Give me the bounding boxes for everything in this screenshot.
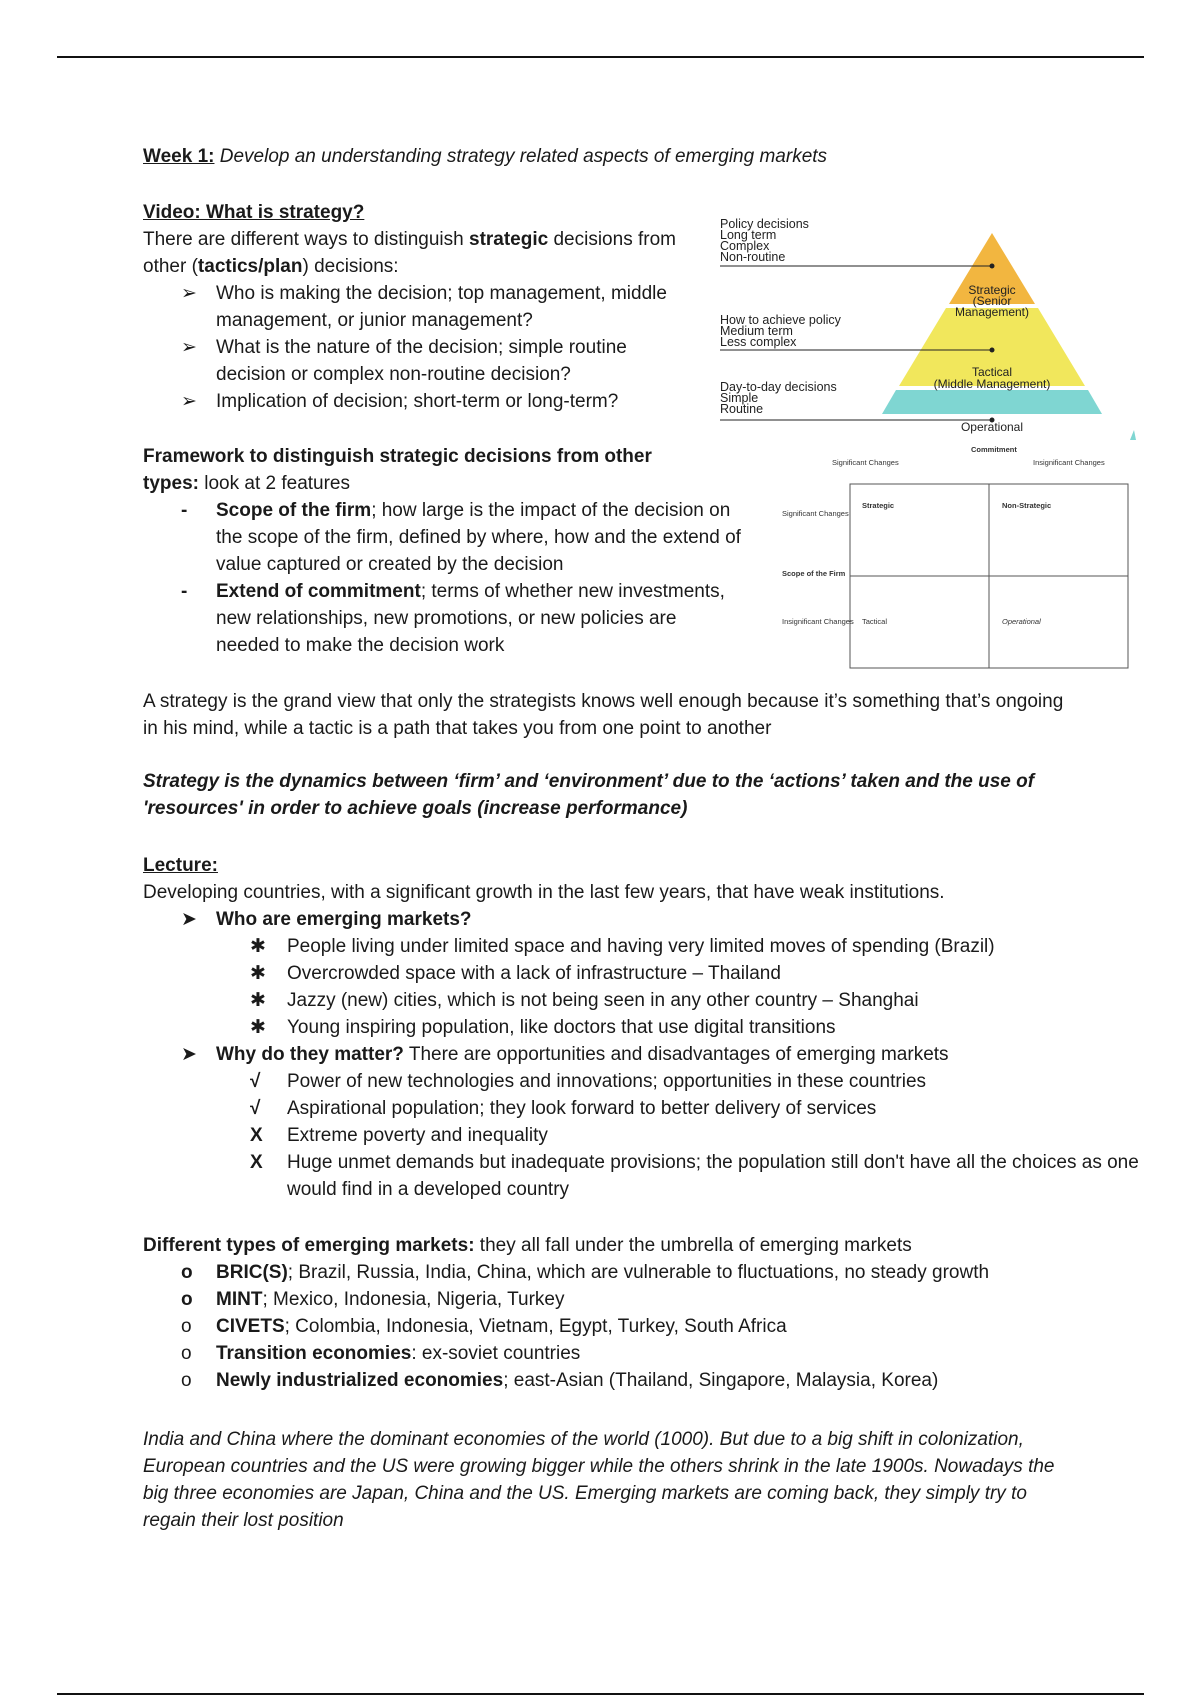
circle-bullet-icon: o [181,1370,192,1391]
list-item: √ Aspirational population; they look forward to better delivery of services [143,1095,1187,1122]
lecture-section [143,852,1143,1203]
history-paragraph: India and China where the dominant economies of the world (1000). But due to a big shift in colonization, European countries and the US were growing bigger while the others shrink in the late 1900s. Nowadays the big three economies are Japan, China and the US. Emerging markets are coming back, they simply try to regain their lost position [143,1429,1055,1531]
week-label: Week 1: [143,146,215,167]
pyramid-level-label: Management) [954,305,1030,319]
matrix-top-title: Commitment [971,445,1017,454]
list-item: o CIVETS; Colombia, Indonesia, Vietnam, Egypt, Turkey, South Africa [143,1313,1143,1340]
list-item: ➤ Why do they matter? There are opportunities and disadvantages of emerging markets [143,1041,1143,1068]
bottom-rule [57,1693,1144,1695]
pyramid-left-label: Simple [720,391,759,405]
list-item: o MINT; Mexico, Indonesia, Nigeria, Turkey [143,1286,1143,1313]
arrow-bullet-icon: ➢ [181,391,197,412]
matrix-cell: Tactical [862,617,888,626]
pyramid-left-label: Day-to-day decisions [720,380,837,394]
matrix-cell: Strategic [862,501,895,510]
pyramid-left-label: Long term [720,228,777,242]
list-item: ➢ Implication of decision; short-term or long-term? [143,388,683,415]
lecture-heading: Lecture: [143,855,218,876]
pyramid-level-label: (Middle Management) [933,377,1051,391]
market-types-section [143,1232,1143,1394]
market-types-heading: Different types of emerging markets: they all fall under the umbrella of emerging markets [143,1235,912,1256]
strategy-paragraph: A strategy is the grand view that only the strategists knows well enough because it’s something that’s ongoing in his mind, while a tactic is a path that takes you from one point to another [143,691,1064,739]
lecture-intro: Developing countries, with a significant growth in the last few years, that have weak institutions. [143,882,945,903]
matrix-col-header: Insignificant Changes [1033,458,1105,467]
video-section [143,199,683,415]
list-item: ✱ Jazzy (new) cities, which is not being seen in any other country – Shanghai [143,987,1143,1014]
strategy-definition: Strategy is the dynamics between ‘firm’ and ‘environment’ due to the ‘actions’ taken and the use of 'resources' in order to achieve goals (increase performance) [143,771,1035,819]
pyramid-level-label: Strategic [968,283,1016,297]
arrow-bullet-icon: ➢ [181,283,197,304]
list-item: ✱ Young inspiring population, like doctors that use digital transitions [143,1014,1143,1041]
check-mark-icon: √ [250,1071,261,1092]
matrix-cell: Operational [1002,617,1041,626]
matrix-row-header: Insignificant Changes [782,617,854,626]
circle-bullet-icon: o [181,1289,193,1310]
list-item: X Extreme poverty and inequality [143,1122,1187,1149]
list-item: o BRIC(S); Brazil, Russia, India, China, which are vulnerable to fluctuations, no steady growth [143,1259,1143,1286]
matrix-row-header: Significant Changes [782,509,849,518]
pyramid-level-label: (Senior [972,294,1012,308]
matrix-col-header: Significant Changes [832,458,899,467]
circle-bullet-icon: o [181,1316,192,1337]
check-mark-icon: √ [250,1098,261,1119]
matrix-cell: Non-Strategic [1002,501,1052,510]
pyramid-level-label: Tactical [971,365,1013,379]
list-item: o Transition economies: ex-soviet countries [143,1340,1143,1367]
week-heading [143,143,827,170]
video-intro: There are different ways to distinguish strategic decisions from other (tactics/plan) decisions: [143,229,676,277]
decision-pyramid-diagram [716,208,1142,440]
video-heading: Video: What is strategy? [143,202,365,223]
arrow-bullet-icon: ➤ [181,1044,197,1065]
star-bullet-icon: ✱ [250,963,266,984]
pyramid-left-label: Non-routine [720,250,786,264]
strategy-matrix-diagram [778,444,1132,670]
top-rule [57,56,1144,58]
list-item: o Newly industrialized economies; east-Asian (Thailand, Singapore, Malaysia, Korea) [143,1367,1143,1394]
pyramid-operational-tier [882,390,1102,414]
arrow-bullet-icon: ➢ [181,337,197,358]
pyramid-left-label: Complex [720,239,770,253]
pyramid-left-label: How to achieve policy [720,313,841,327]
matrix-row-title: Scope of the Firm [782,569,846,578]
dash-bullet-icon: - [181,581,188,602]
star-bullet-icon: ✱ [250,1017,266,1038]
list-item: X Huge unmet demands but inadequate provisions; the population still don't have all the choices as one would find in a developed country [143,1149,1187,1203]
star-bullet-icon: ✱ [250,990,266,1011]
list-item: ➤ Who are emerging markets? [143,906,1143,933]
circle-bullet-icon: o [181,1343,192,1364]
pyramid-left-label: Routine [720,402,764,416]
pyramid-left-label: Policy decisions [720,217,809,231]
framework-section [143,443,743,659]
dash-bullet-icon: - [181,500,188,521]
cross-mark-icon: X [250,1152,263,1173]
list-item: ➢ Who is making the decision; top management, middle management, or junior management? [143,280,683,334]
list-item: ✱ People living under limited space and having very limited moves of spending (Brazil) [143,933,1143,960]
pyramid-left-label: Less complex [720,335,797,349]
cross-mark-icon: X [250,1125,263,1146]
framework-heading: Framework to distinguish strategic decisions from other types: look at 2 features [143,446,652,494]
list-item: ➢ What is the nature of the decision; simple routine decision or complex non-routine decision? [143,334,683,388]
list-item: ✱ Overcrowded space with a lack of infrastructure – Thailand [143,960,1143,987]
circle-bullet-icon: o [181,1262,193,1283]
list-item: - Scope of the firm; how large is the impact of the decision on the scope of the firm, defined by where, how and the extend of value captured or created by the decision [143,497,743,578]
list-item: - Extend of commitment; terms of whether new investments, new relationships, new promotions, or new policies are needed to make the decision work [143,578,743,659]
list-item: √ Power of new technologies and innovations; opportunities in these countries [143,1068,1187,1095]
arrow-bullet-icon: ➤ [181,909,197,930]
star-bullet-icon: ✱ [250,936,266,957]
week-title: Develop an understanding strategy related aspects of emerging markets [219,146,828,167]
pyramid-level-label: Operational [960,420,1024,434]
pyramid-left-label: Medium term [720,324,793,338]
